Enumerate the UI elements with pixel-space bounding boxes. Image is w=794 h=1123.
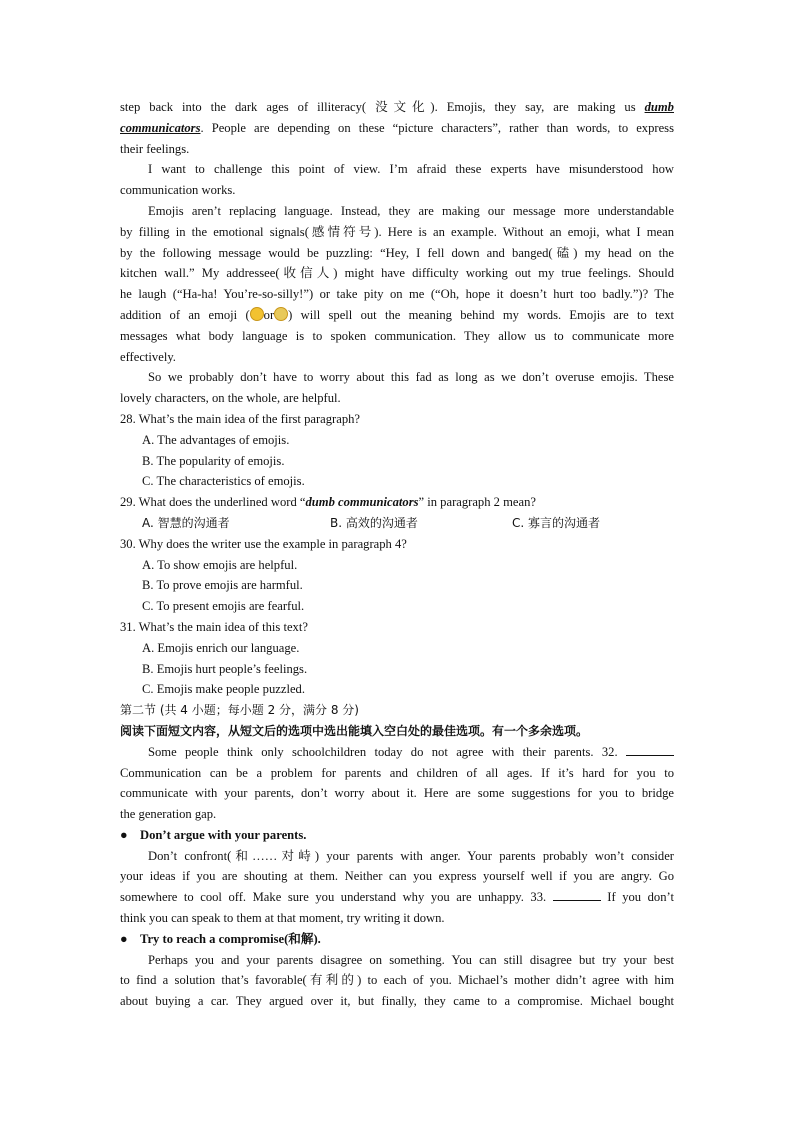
paragraph-line: I want to challenge this point of view. I’m afraid these experts have misunderstood how bbox=[148, 162, 674, 177]
option: B. Emojis hurt people’s feelings. bbox=[142, 661, 308, 676]
paragraph-line: kitchen wall.” My addressee(收信人) might have difficulty working out my true feelings. Should bbox=[120, 266, 674, 281]
paragraph-line: somewhere to cool off. Make sure you understand why you are unhappy. 33. If you don’t bbox=[120, 890, 674, 905]
option: C. 寡言的沟通者 bbox=[512, 515, 601, 530]
paragraph-line: by filling in the emotional signals(感情符号). Here is an example. Without an emoji, what I mean bbox=[120, 224, 674, 239]
paragraph-line: communication works. bbox=[120, 183, 236, 198]
paragraph-line: communicators. People are depending on these “picture characters”, rather than words, to express bbox=[120, 120, 674, 135]
paragraph-line: think you can speak to them at that moment, try writing it down. bbox=[120, 911, 445, 926]
bullet-icon: ● bbox=[120, 931, 128, 946]
option: C. Emojis make people puzzled. bbox=[142, 682, 305, 697]
paragraph-line: to find a solution that’s favorable(有利的) to each of you. Michael’s mother didn’t agree with him bbox=[120, 973, 674, 988]
paragraph-line: So we probably don’t have to worry about this fad as long as we don’t overuse emojis. These bbox=[148, 370, 674, 385]
document-body bbox=[120, 97, 674, 1012]
question-31: 31. What’s the main idea of this text? bbox=[120, 619, 308, 634]
option: B. The popularity of emojis. bbox=[142, 453, 285, 468]
paragraph-line: about buying a car. They argued over it, but finally, they came to a compromise. Michael bought bbox=[120, 994, 674, 1009]
option: A. 智慧的沟通者 bbox=[142, 515, 230, 530]
paragraph-line: step back into the dark ages of illiteracy( 没文化). Emojis, they say, are making us dumb bbox=[120, 100, 674, 114]
underlined-word: dumb bbox=[644, 100, 674, 114]
paragraph-line: he laugh (“Ha-ha! You’re-so-silly!”) or take pity on me (“Oh, hope it doesn’t hurt too badly.”)? The bbox=[120, 287, 674, 302]
paragraph-line: Some people think only schoolchildren today do not agree with their parents. 32. bbox=[120, 742, 674, 763]
answer-blank bbox=[553, 888, 601, 901]
paragraph-line: lovely characters, on the whole, are helpful. bbox=[120, 391, 341, 406]
paragraph-line: Communication can be a problem for parents and children of all ages. If it’s hard for you to bbox=[120, 765, 674, 780]
bullet-icon: ● bbox=[120, 827, 128, 842]
option: B. 高效的沟通者 bbox=[330, 515, 418, 530]
option: A. To show emojis are helpful. bbox=[142, 557, 298, 572]
bullet-heading: ● Try to reach a compromise(和解). bbox=[120, 929, 674, 950]
paragraph-line: your ideas if you are shouting at them. Neither can you express yourself well if you are angry. Go bbox=[120, 869, 674, 884]
section-instructions: 阅读下面短文内容，从短文后的选项中选出能填入空白处的最佳选项。有一个多余选项。 bbox=[120, 723, 589, 738]
paragraph-line: by the following message would be puzzling: “Hey, I fell down and banged(磕) my head on the bbox=[120, 245, 674, 260]
paragraph-line: Emojis aren’t replacing language. Instead, they are making our message more understandable bbox=[148, 203, 674, 218]
paragraph-line: messages what body language is to spoken communication. They allow us to communicate more bbox=[120, 328, 674, 343]
question-29: 29. What does the underlined word “dumb communicators” in paragraph 2 mean? bbox=[120, 495, 536, 510]
paragraph-line: effectively. bbox=[120, 349, 176, 364]
paragraph-line: their feelings. bbox=[120, 141, 190, 156]
paragraph-line: addition of an emoji ( or ) will spell out the meaning behind my words. Emojis are to text bbox=[120, 307, 674, 322]
options-row bbox=[120, 513, 674, 534]
grinning-emoji-icon bbox=[250, 307, 264, 321]
neutral-emoji-icon bbox=[274, 307, 288, 321]
option: C. To present emojis are fearful. bbox=[142, 599, 305, 614]
option: C. The characteristics of emojis. bbox=[142, 474, 305, 489]
option: B. To prove emojis are harmful. bbox=[142, 578, 303, 593]
paragraph-line: communicate with your parents, don’t worry about it. Here are some suggestions for you to bridge bbox=[120, 786, 674, 801]
underlined-word: communicators bbox=[120, 120, 201, 135]
paragraph-line: the generation gap. bbox=[120, 807, 217, 822]
option: A. The advantages of emojis. bbox=[142, 432, 290, 447]
bullet-heading: ● Don’t argue with your parents. bbox=[120, 825, 674, 846]
option: A. Emojis enrich our language. bbox=[142, 640, 300, 655]
question-28: 28. What’s the main idea of the first paragraph? bbox=[120, 411, 361, 426]
question-30: 30. Why does the writer use the example in paragraph 4? bbox=[120, 536, 407, 551]
paragraph-line: Perhaps you and your parents disagree on something. You can still disagree but try your best bbox=[148, 952, 674, 967]
answer-blank bbox=[626, 743, 674, 756]
section-title: 第二节 (共 4 小题；每小题 2 分，满分 8 分) bbox=[120, 703, 359, 718]
paragraph-line: Don’t confront(和……对峙) your parents with anger. Your parents probably won’t consider bbox=[148, 848, 674, 863]
